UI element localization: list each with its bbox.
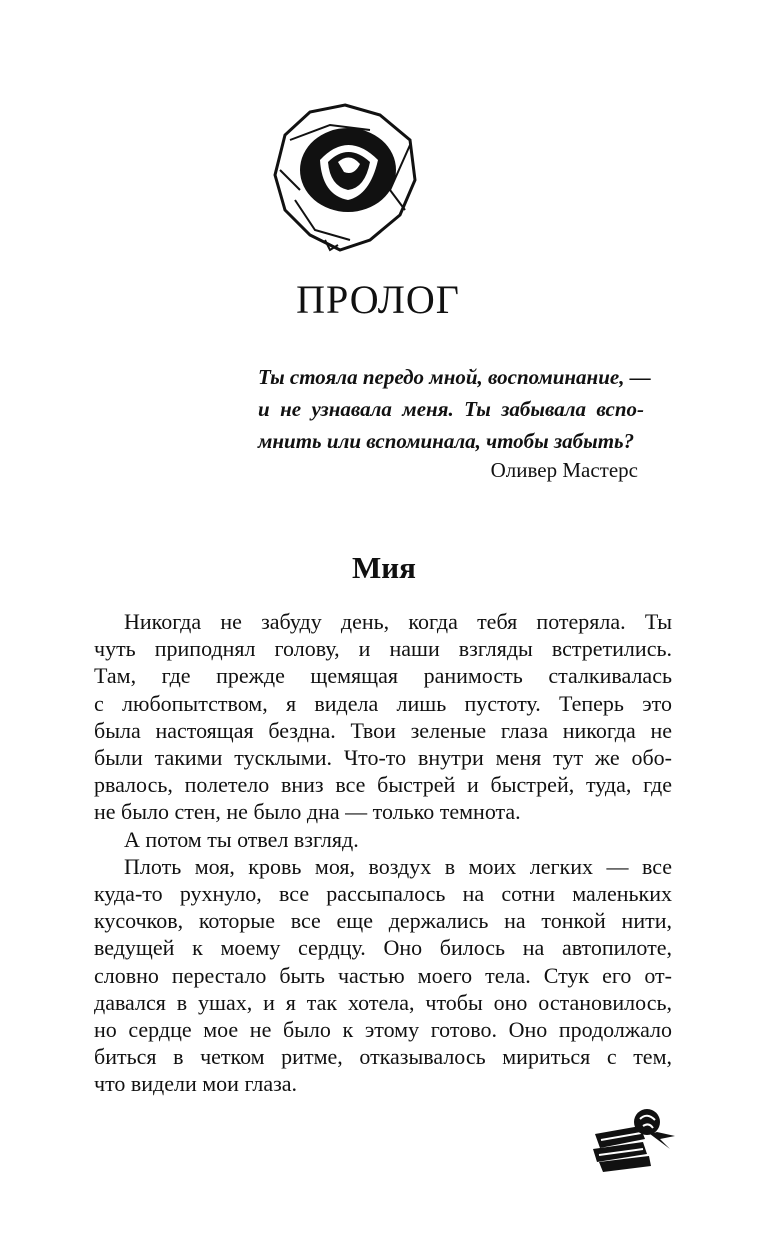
body-line: были такими тусклыми. Что-то внутри меня тут же обо- bbox=[94, 745, 672, 771]
body-line: чуть приподнял голову, и наши взгляды встретились. bbox=[94, 636, 672, 662]
body-line: была настоящая бездна. Твои зеленые глаза никогда не bbox=[94, 717, 672, 743]
body-line: кусочков, которые все еще держались на тонкой нити, bbox=[94, 908, 672, 934]
body-line: куда-то рухнуло, все рассыпалось на сотни маленьких bbox=[94, 881, 672, 907]
body-line: биться в четком ритме, отказывалось мириться с тем, bbox=[94, 1044, 672, 1070]
chapter-title: Мия bbox=[352, 550, 416, 585]
body-line: рвалось, полетело вниз все быстрей и быстрей, туда, где bbox=[94, 772, 672, 798]
body-line: Плоть моя, кровь моя, воздух в моих легких — все bbox=[124, 853, 672, 879]
rose-illustration bbox=[270, 100, 420, 255]
prologue-heading bbox=[0, 276, 768, 323]
body-line: что видели мои глаза. bbox=[94, 1071, 298, 1097]
body-line: с любопытством, я видела лишь пустоту. Теперь это bbox=[94, 690, 672, 716]
epigraph-line: мнить или вспоминала, чтобы забыть? bbox=[258, 429, 635, 453]
body-line: ведущей к моему сердцу. Оно билось на автопилоте, bbox=[94, 935, 672, 961]
epigraph bbox=[258, 361, 651, 457]
body-line: но сердце мое не было к этому готово. Оно продолжало bbox=[94, 1017, 672, 1043]
body-line: не было стен, не было дна — только темнота. bbox=[94, 799, 521, 825]
epigraph-author: Оливер Мастерс bbox=[490, 458, 638, 482]
body-line: давался в ушах, и я так хотела, чтобы оно остановилось, bbox=[94, 989, 672, 1015]
epigraph-line: Ты стояла передо мной, воспоминание, — bbox=[258, 365, 651, 389]
epigraph-line: и не узнавала меня. Ты забывала вспо- bbox=[258, 397, 644, 421]
body-text bbox=[94, 608, 672, 1098]
body-line: А потом ты отвел взгляд. bbox=[124, 826, 359, 852]
body-line: словно перестало быть частью моего тела. Стук его от- bbox=[94, 962, 672, 988]
books-flower-ornament bbox=[585, 1104, 680, 1174]
heading-text: ПРОЛОГ bbox=[296, 277, 460, 322]
body-line: Там, где прежде щемящая ранимость сталкивалась bbox=[94, 663, 672, 689]
body-line: Никогда не забуду день, когда тебя потеряла. Ты bbox=[124, 609, 672, 634]
